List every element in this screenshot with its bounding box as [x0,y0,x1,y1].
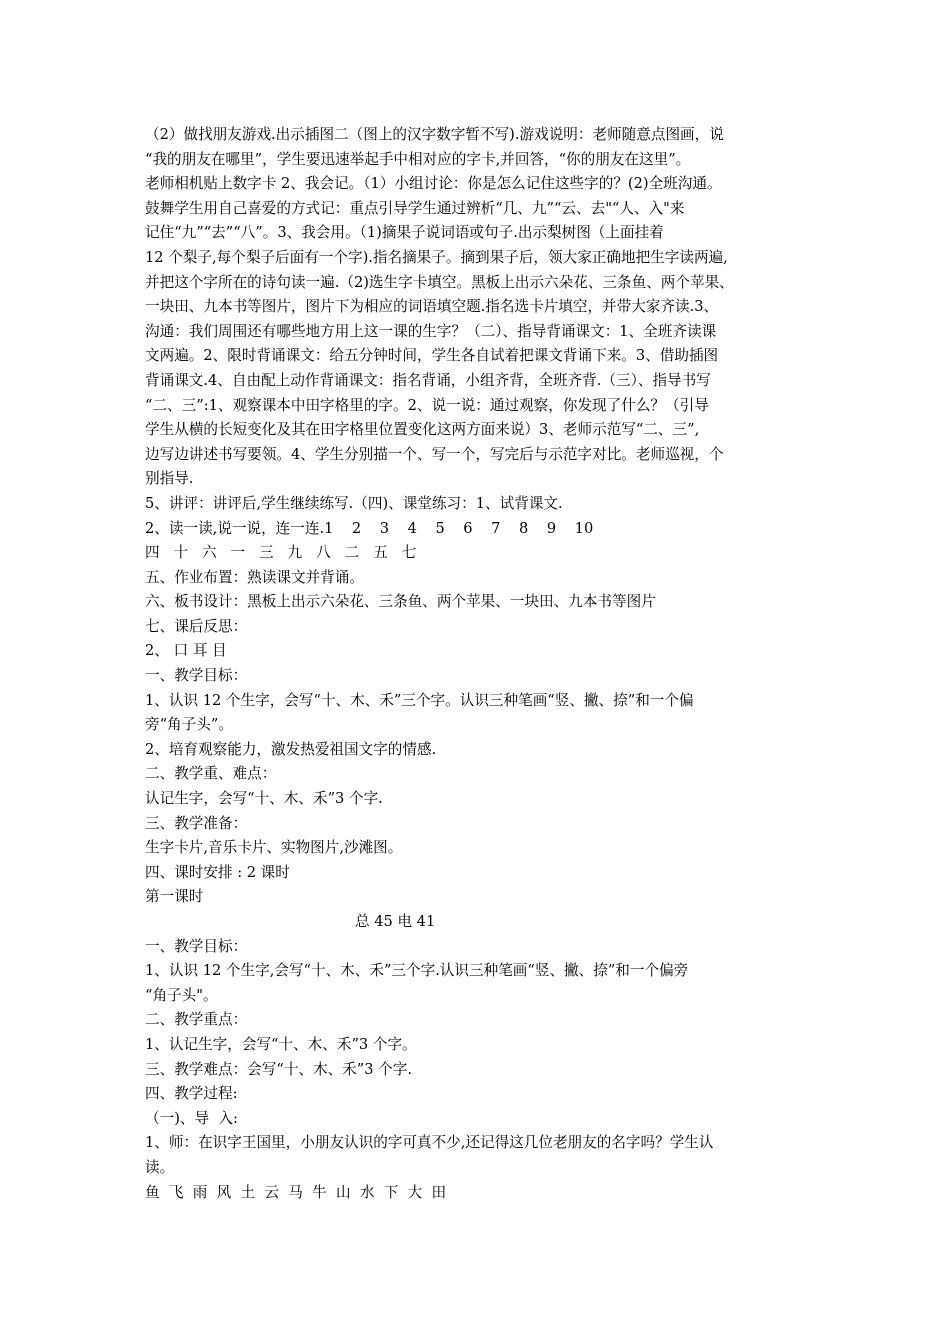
text-line: 并把这个字所在的诗句读一遍.（2)选生字卡填空。黑板上出示六朵花、三条鱼、两个苹果、 [145,273,734,291]
centered-heading: 总 45 电 41 [355,913,436,930]
text-line: 鱼 飞 雨 风 土 云 马 牛 山 水 下 大 田 [145,1183,447,1201]
text-line: 四 十 六 一 三 九 八 二 五 七 [145,544,417,562]
text-line: “我的朋友在哪里”，学生要迅速举起手中相对应的字卡,并回答，“你的朋友在这里”。 [145,150,691,168]
text-line: 二、教学重点： [145,1011,248,1029]
text-line: 1、认识 12 个生字，会写“十、木、禾”三个字。认识三种笔画“竖、撇、捺”和一个偏 [145,691,694,709]
text-line: 三、教学难点：会写“十、木、禾”3 个字. [145,1060,412,1078]
text-line: 四、教学过程: [145,1085,238,1103]
text-block-after [145,935,813,1206]
text-line: 文两遍。2、限时背诵课文：给五分钟时间，学生各自试着把课文背诵下来。3、借助插图 [145,347,719,365]
text-line: 一、教学目标： [145,937,248,955]
text-line: 旁“角子头”。 [145,716,233,734]
text-line: 六、板书设计：黑板上出示六朵花、三条鱼、两个苹果、一块田、九本书等图片 [145,593,656,611]
text-line: 背诵课文.4、自由配上动作背诵课文：指名背诵，小组齐背，全班齐背.（三）、指导书写 [145,371,711,389]
text-line: 1、认记生字，会写“十、木、禾”3 个字。 [145,1035,417,1053]
text-line: 认记生字，会写“十、木、禾”3 个字. [145,790,383,808]
text-line: 老师相机贴上数字卡 2、我会记。（1）小组讨论：你是怎么记住这些字的？(2)全班沟通。 [145,175,722,193]
document-page [145,123,813,1205]
text-line: 沟通：我们周围还有哪些地方用上这一课的生字？（二）、指导背诵课文：1、全班齐读课 [145,322,717,340]
text-line: 学生从横的长短变化及其在田字格里位置变化这两方面来说）3、老师示范写“二、三”, [145,421,700,439]
text-line: 2、 口 耳 目 [145,642,227,660]
text-line: “二、三”:1、观察课本中田字格里的字。2、说一说：通过观察，你发现了什么？（引导 [145,396,709,414]
text-line: 1、认识 12 个生字,会写“十、木、禾”三个字.认识三种笔画“竖、撇、捺”和一个偏旁 [145,962,689,980]
text-line: 一、教学目标： [145,667,248,685]
text-line: 四、课时安排 : 2 课时 [145,863,290,881]
text-line: 生字卡片,音乐卡片、实物图片,沙滩图。 [145,839,403,857]
text-line: 边写边讲述书写要领。4、学生分别描一个、写一个，写完后与示范字对比。老师巡视，个 [145,445,724,463]
text-line: 二、教学重、难点： [145,765,277,783]
text-line: 5、讲评：讲评后,学生继续练写.（四)、课堂练习：1、试背课文. [145,494,563,512]
text-line: 五、作业布置：熟读课文并背诵。 [145,568,364,586]
text-line: 鼓舞学生用自己喜爱的方式记：重点引导学生通过辨析“几、九”“云、去"“人、入"来 [145,199,685,217]
text-line: 12 个梨子,每个梨子后面有一个字).指名摘果子。摘到果子后，领大家正确地把生字读两遍, [145,248,728,266]
text-line: 三、教学准备： [145,814,248,832]
text-line: 别指导. [145,470,194,488]
text-line: 读。 [145,1158,175,1176]
text-line: 七、课后反思： [145,617,248,635]
text-line: （2）做找朋友游戏.出示插图二（图上的汉字数字暂不写).游戏说明：老师随意点图画，说 [145,126,724,143]
text-line: “角子头"。 [145,986,218,1004]
text-line: （一)、导 入: [145,1109,238,1127]
text-line: 1、师：在识字王国里，小朋友认识的字可真不少,还记得这几位老朋友的名字吗？学生认 [145,1134,714,1152]
text-block-main [145,123,813,910]
text-line: 2、读一读,说一说，连一连.1 2 3 4 5 6 7 8 9 10 [145,519,594,537]
text-line: 一块田、九本书等图片，图片下为相应的词语填空题.指名选卡片填空，并带大家齐读.3、 [145,298,719,316]
text-line: 2、培育观察能力，激发热爱祖国文字的情感. [145,740,437,758]
text-line: 记住“九”“去”“八”。3、我会用。（1)摘果子说词语或句子.出示梨树图（上面挂着 [145,224,664,242]
text-line: 第一课时 [145,888,204,906]
